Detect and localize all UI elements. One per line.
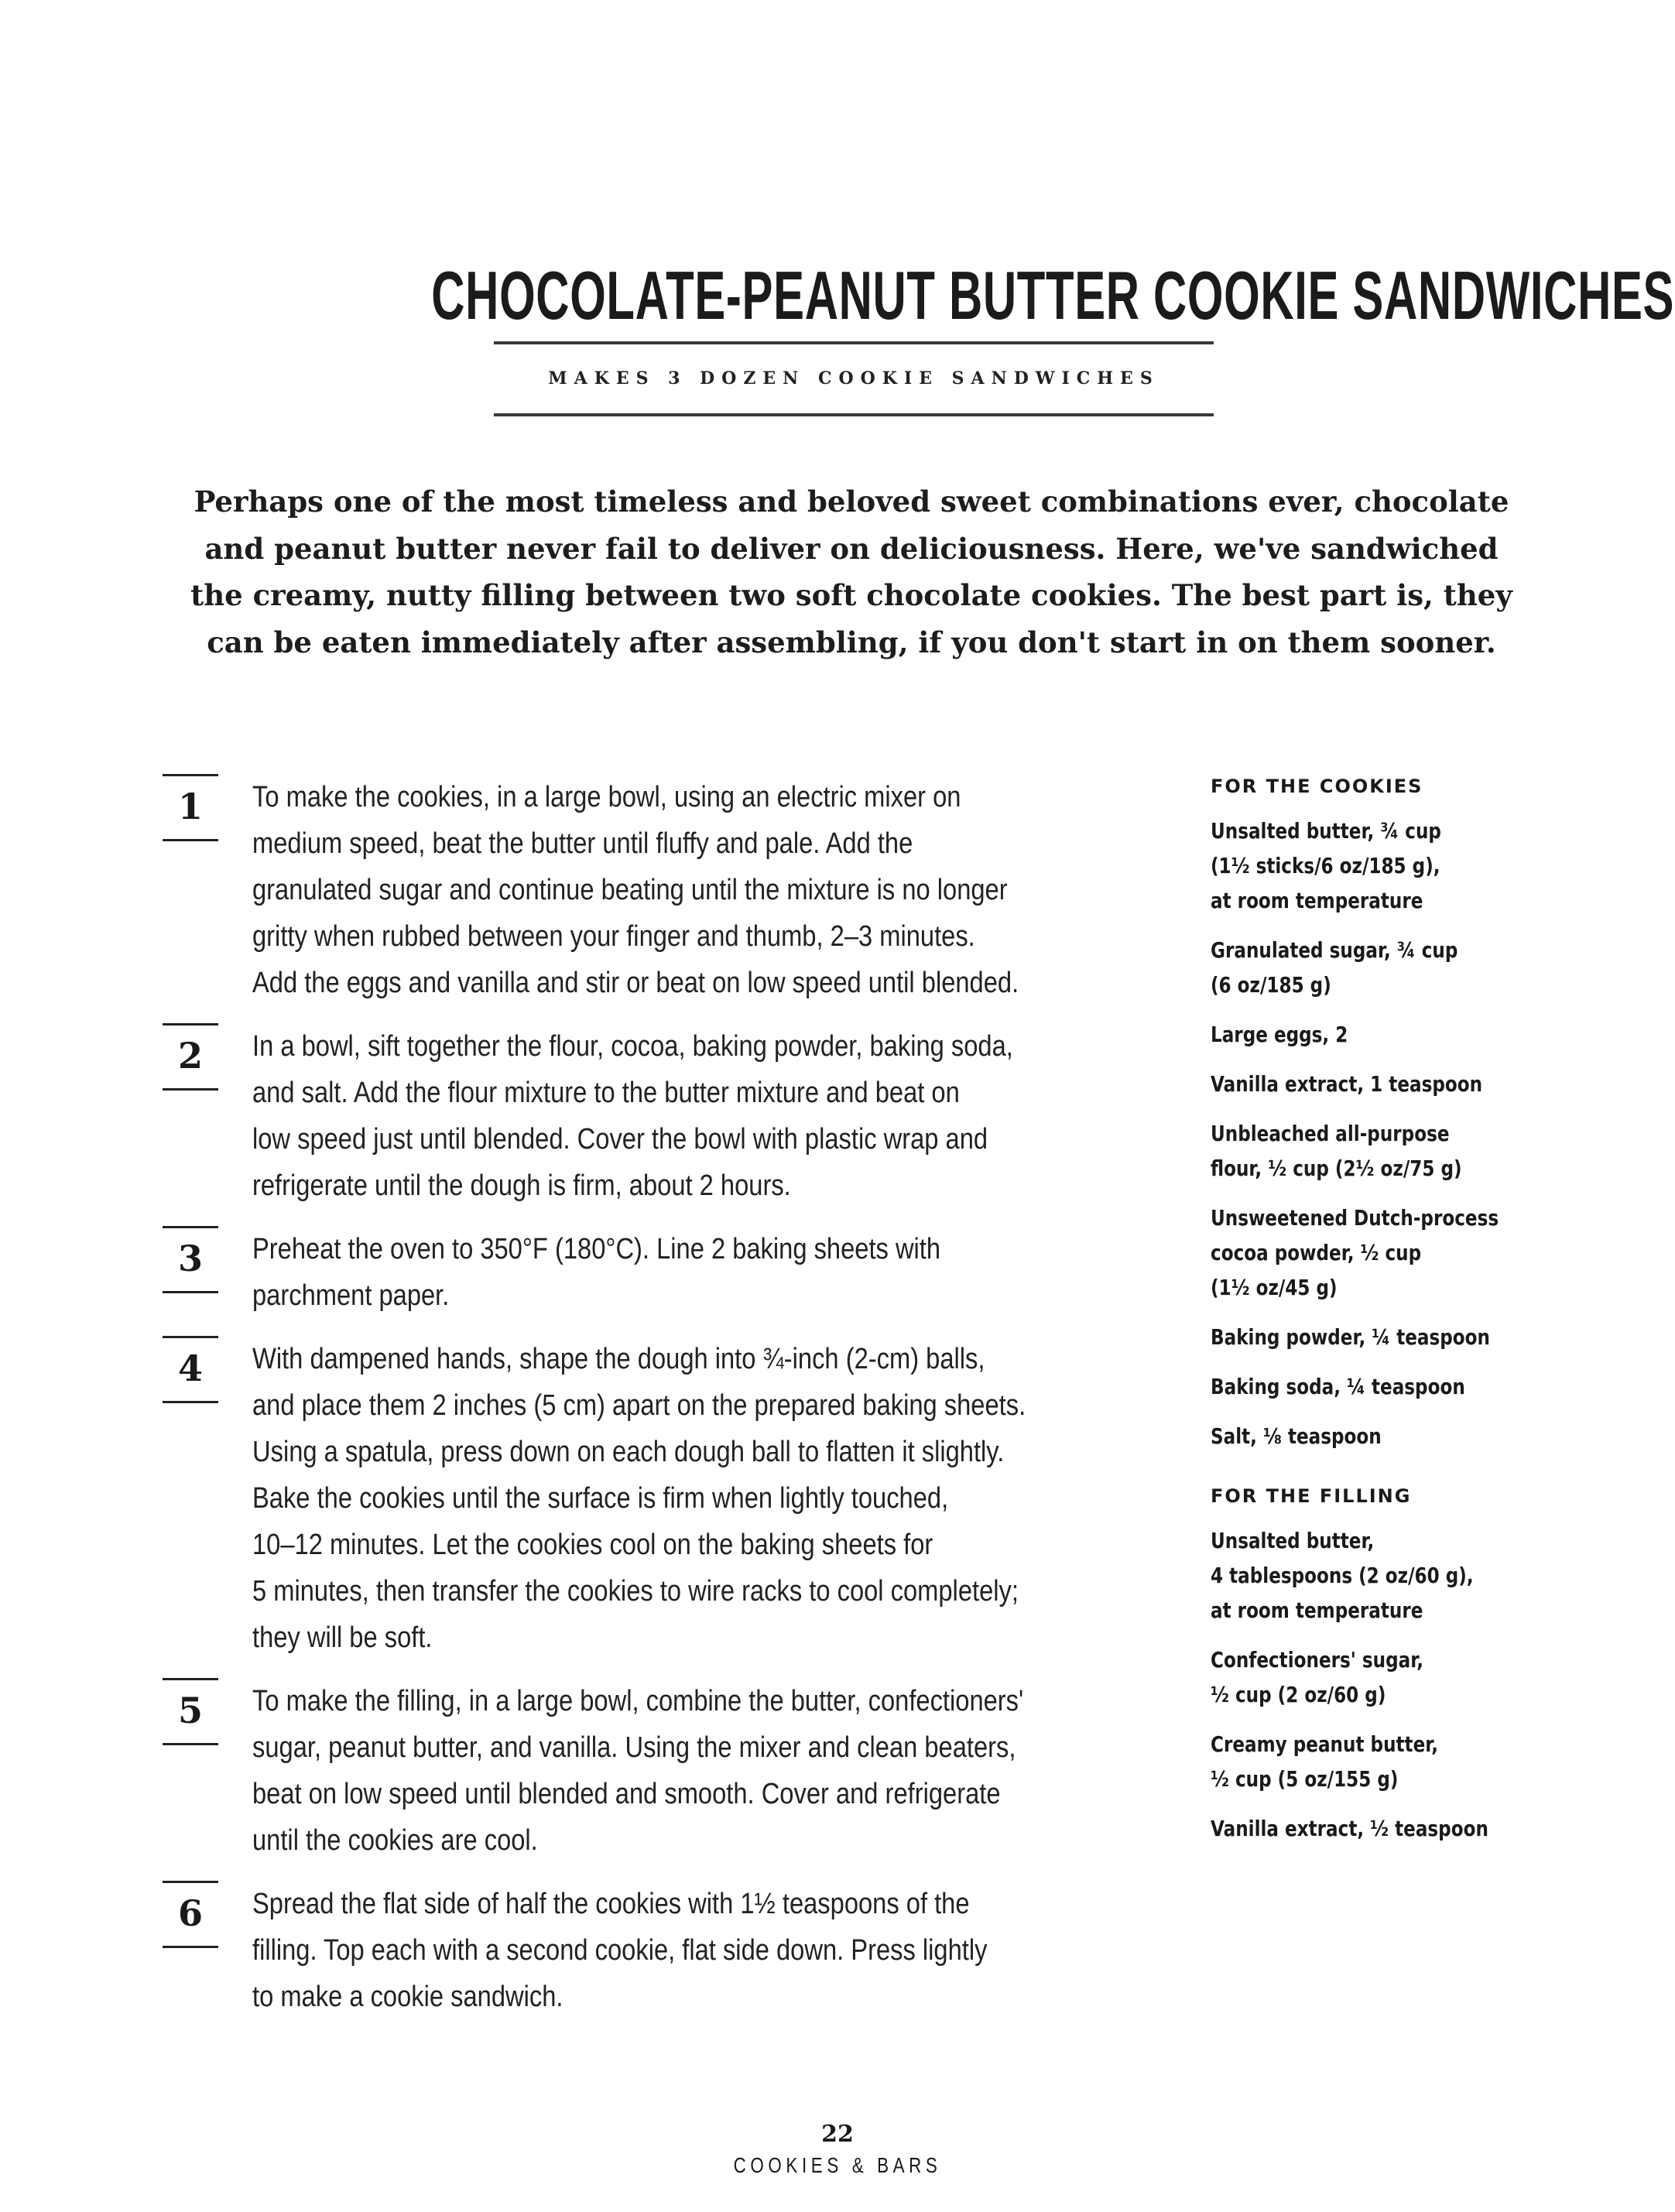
step-2 — [163, 1023, 1161, 1209]
step-number: 4 — [177, 1347, 203, 1389]
ingredient-item — [1211, 1524, 1509, 1628]
step-text — [252, 1336, 1161, 1661]
ingredient-line: (1½ sticks/6 oz/185 g), — [1211, 854, 1440, 878]
step-number-badge — [163, 1336, 218, 1402]
ingredient-item — [1211, 1419, 1509, 1454]
step-line: and place them 2 inches (5 cm) apart on the prepared baking sheets. — [252, 1389, 1026, 1422]
ingredient-item — [1211, 1370, 1509, 1405]
page-footer — [0, 2119, 1675, 2181]
badge-top-rule — [163, 774, 218, 776]
method-steps — [163, 774, 1161, 2037]
step-line: beat on low speed until blended and smooth. Cover and refrigerate — [252, 1778, 1001, 1810]
ingredient-line: Unsweetened Dutch-process — [1211, 1206, 1499, 1231]
intro-line: can be eaten immediately after assembling, if you don't start in on them sooner. — [207, 625, 1496, 659]
step-line: Preheat the oven to 350°F (180°C). Line 2 baking sheets with — [252, 1233, 941, 1265]
step-line: 5 minutes, then transfer the cookies to wire racks to cool completely; — [252, 1575, 1019, 1608]
step-text — [252, 1023, 1161, 1209]
step-line: sugar, peanut butter, and vanilla. Using the mixer and clean beaters, — [252, 1731, 1016, 1764]
step-number-badge — [163, 1023, 218, 1090]
step-line: medium speed, beat the butter until fluffy and pale. Add the — [252, 827, 913, 860]
section-name: COOKIES & BARS — [733, 2153, 942, 2177]
ingredient-item — [1211, 1067, 1509, 1102]
ingredient-line: (1½ oz/45 g) — [1211, 1275, 1338, 1300]
badge-top-rule — [163, 1881, 218, 1883]
step-text — [252, 1881, 1161, 2020]
ingredient-line: Vanilla extract, 1 teaspoon — [1211, 1072, 1483, 1097]
step-line: Spread the flat side of half the cookies with 1½ teaspoons of the — [252, 1888, 970, 1920]
step-number: 6 — [177, 1892, 203, 1934]
badge-top-rule — [163, 1336, 218, 1338]
step-line: refrigerate until the dough is firm, about 2 hours. — [252, 1169, 791, 1202]
step-line: In a bowl, sift together the flour, cocoa, baking powder, baking soda, — [252, 1030, 1013, 1063]
step-line: to make a cookie sandwich. — [252, 1981, 563, 2013]
ingredient-line: Baking powder, ¼ teaspoon — [1211, 1325, 1490, 1350]
yield-block — [494, 341, 1214, 416]
badge-bottom-rule — [163, 1743, 218, 1745]
step-number-badge — [163, 774, 218, 841]
step-3 — [163, 1226, 1161, 1319]
ingredients-list — [1211, 771, 1567, 1861]
step-line: To make the filling, in a large bowl, combine the butter, confectioners' — [252, 1685, 1024, 1717]
yield-text: MAKES 3 DOZEN COOKIE SANDWICHES — [548, 368, 1159, 389]
step-number: 3 — [177, 1238, 203, 1279]
step-line: low speed just until blended. Cover the bowl with plastic wrap and — [252, 1123, 988, 1156]
ingredient-line: ½ cup (5 oz/155 g) — [1211, 1767, 1399, 1792]
badge-bottom-rule — [163, 1401, 218, 1403]
ingredient-item — [1211, 1320, 1509, 1355]
step-4 — [163, 1336, 1161, 1661]
badge-bottom-rule — [163, 1946, 218, 1948]
step-line: Using a spatula, press down on each dough ball to flatten it slightly. — [252, 1436, 1005, 1468]
yield-bottom-rule — [494, 413, 1214, 416]
step-line: To make the cookies, in a large bowl, using an electric mixer on — [252, 781, 961, 813]
ingredient-line: Granulated sugar, ¾ cup — [1211, 938, 1458, 963]
step-line: Add the eggs and vanilla and stir or beat on low speed until blended. — [252, 967, 1019, 999]
step-line: until the cookies are cool. — [252, 1824, 538, 1857]
badge-bottom-rule — [163, 839, 218, 841]
ingredient-line: flour, ½ cup (2½ oz/75 g) — [1211, 1156, 1462, 1181]
badge-top-rule — [163, 1226, 218, 1228]
ingredient-line: at room temperature — [1211, 889, 1423, 913]
step-number: 1 — [177, 786, 203, 827]
badge-bottom-rule — [163, 1088, 218, 1091]
page-title: CHOCOLATE-PEANUT BUTTER COOKIE SANDWICHES — [431, 256, 1675, 334]
ingredient-line: Creamy peanut butter, — [1211, 1732, 1439, 1757]
step-line: Bake the cookies until the surface is firm when lightly touched, — [252, 1482, 949, 1515]
step-5 — [163, 1678, 1161, 1864]
step-1 — [163, 774, 1161, 1006]
step-6 — [163, 1881, 1161, 2020]
ingredient-line: Baking soda, ¼ teaspoon — [1211, 1375, 1465, 1399]
step-line: parchment paper. — [252, 1279, 450, 1312]
step-line: granulated sugar and continue beating until the mixture is no longer — [252, 874, 1008, 906]
step-line: they will be soft. — [252, 1621, 433, 1654]
ingredient-item — [1211, 1117, 1509, 1186]
ingredient-item — [1211, 1201, 1509, 1306]
ingredient-line: Salt, ⅛ teaspoon — [1211, 1424, 1382, 1449]
ingredient-line: Vanilla extract, ½ teaspoon — [1211, 1817, 1488, 1841]
ingredients-heading-cookies: FOR THE COOKIES — [1211, 776, 1423, 797]
step-number-badge — [163, 1881, 218, 1947]
ingredient-line: Unbleached all-purpose — [1211, 1121, 1450, 1146]
step-line: With dampened hands, shape the dough into ¾-inch (2-cm) balls, — [252, 1343, 985, 1375]
ingredient-line: (6 oz/185 g) — [1211, 973, 1331, 998]
ingredient-line: 4 tablespoons (2 oz/60 g), — [1211, 1563, 1474, 1588]
badge-top-rule — [163, 1678, 218, 1680]
step-number: 2 — [177, 1035, 203, 1077]
badge-bottom-rule — [163, 1291, 218, 1293]
step-text — [252, 1226, 1161, 1319]
step-line: gritty when rubbed between your finger and thumb, 2–3 minutes. — [252, 920, 975, 953]
ingredient-item — [1211, 933, 1509, 1003]
step-number: 5 — [177, 1690, 203, 1731]
ingredient-line: ½ cup (2 oz/60 g) — [1211, 1683, 1386, 1707]
step-text — [252, 774, 1161, 1006]
step-number-badge — [163, 1226, 218, 1293]
step-text — [252, 1678, 1161, 1864]
ingredient-item — [1211, 1727, 1509, 1797]
step-line: 10–12 minutes. Let the cookies cool on the baking sheets for — [252, 1529, 933, 1561]
intro-line: Perhaps one of the most timeless and beloved sweet combinations ever, chocolate — [194, 485, 1509, 519]
badge-top-rule — [163, 1023, 218, 1026]
ingredient-item — [1211, 814, 1509, 919]
ingredient-line: at room temperature — [1211, 1598, 1423, 1623]
ingredient-item — [1211, 1812, 1509, 1847]
ingredient-line: Unsalted butter, — [1211, 1529, 1375, 1553]
page-number: 22 — [821, 2121, 854, 2148]
intro-paragraph — [186, 478, 1517, 666]
step-line: filling. Top each with a second cookie, flat side down. Press lightly — [252, 1934, 988, 1967]
yield-top-rule — [494, 341, 1214, 344]
ingredient-line: Large eggs, 2 — [1211, 1022, 1348, 1047]
ingredient-line: Unsalted butter, ¾ cup — [1211, 819, 1441, 844]
ingredient-line: cocoa powder, ½ cup — [1211, 1241, 1422, 1265]
ingredient-line: Confectioners' sugar, — [1211, 1648, 1423, 1673]
intro-line: and peanut butter never fail to deliver on deliciousness. Here, we've sandwiched — [204, 531, 1499, 566]
ingredient-item — [1211, 1018, 1509, 1053]
step-line: and salt. Add the flour mixture to the butter mixture and beat on — [252, 1077, 960, 1109]
step-number-badge — [163, 1678, 218, 1745]
intro-line: the creamy, nutty filling between two soft chocolate cookies. The best part is, they — [190, 578, 1512, 612]
ingredient-item — [1211, 1643, 1509, 1713]
ingredients-heading-filling: FOR THE FILLING — [1211, 1485, 1412, 1507]
